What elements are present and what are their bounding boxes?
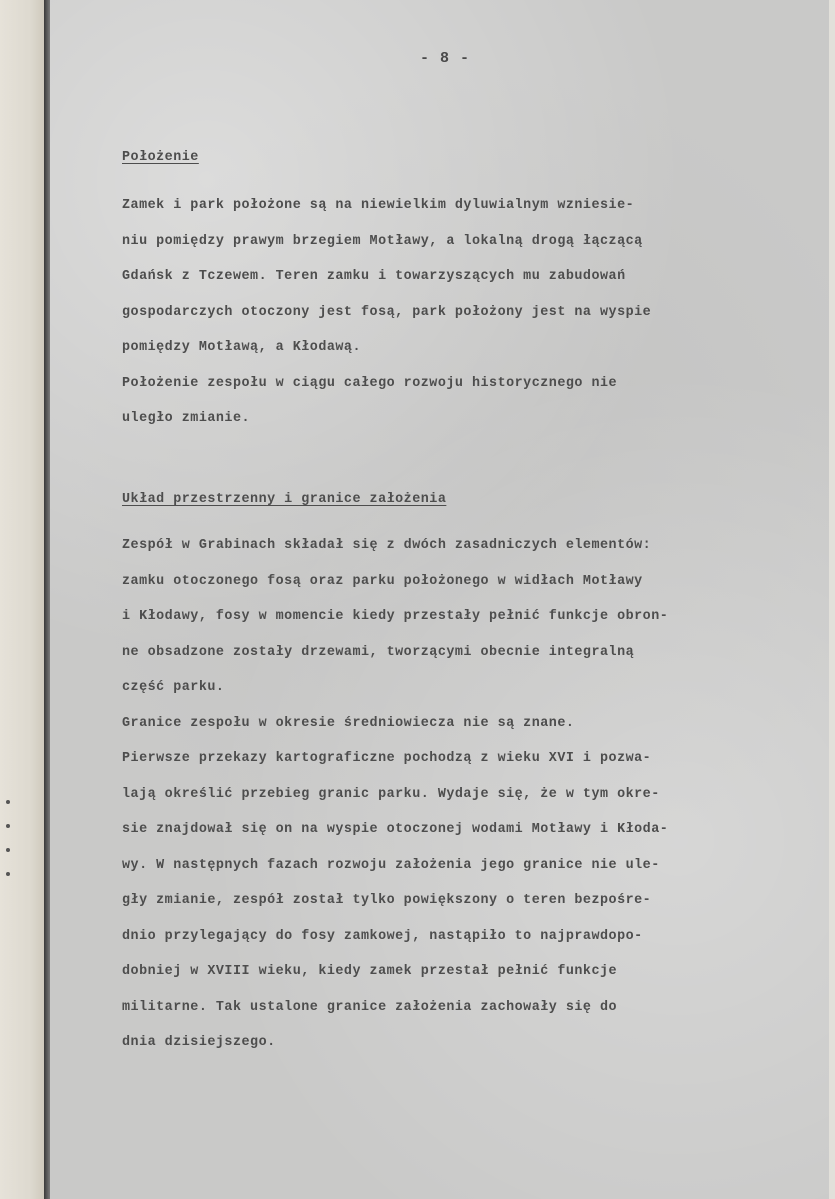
text-line: dnia dzisiejszego. — [122, 1035, 276, 1050]
margin-mark — [6, 824, 10, 828]
text-line: wy. W następnych fazach rozwoju założenia jego granice nie ule- — [122, 857, 660, 873]
margin-marks — [6, 800, 16, 896]
text-line: uległo zmianie. — [122, 411, 251, 426]
page-number: - 8 - — [419, 50, 470, 67]
adjacent-page-edge — [0, 0, 44, 1199]
section-heading: Układ przestrzenny i granice założenia — [122, 492, 447, 507]
margin-mark — [6, 848, 10, 852]
text-line: pomiędzy Motławą, a Kłodawą. — [122, 340, 361, 355]
page-right-edge — [829, 0, 835, 1199]
section-body-polozenie — [122, 188, 802, 437]
section-heading: Położenie — [122, 150, 199, 165]
text-line: sie znajdował się on na wyspie otoczonej wodami Motławy i Kłoda- — [122, 822, 669, 837]
section-heading-polozenie — [122, 148, 802, 168]
text-line: Pierwsze przekazy kartograficzne pochodzą z wieku XVI i pozwa- — [122, 751, 652, 766]
section-heading-uklad — [122, 490, 802, 510]
text-line: Zamek i park położone są na niewielkim dyluwialnym wzniesie- — [122, 198, 635, 213]
text-line: militarne. Tak ustalone granice założenia zachowały się do — [122, 999, 618, 1015]
text-line: gospodarczych otoczony jest fosą, park położony jest na wyspie — [122, 304, 652, 320]
text-line: Gdańsk z Tczewem. Teren zamku i towarzyszących mu zabudowań — [122, 269, 626, 284]
text-line: gły zmianie, zespół został tylko powiększony o teren bezpośre- — [122, 893, 652, 908]
text-line: Zespół w Grabinach składał się z dwóch zasadniczych elementów: — [122, 538, 652, 553]
section-body-uklad — [122, 528, 802, 1061]
text-line: dobniej w XVIII wieku, kiedy zamek przestał pełnić funkcje — [122, 964, 618, 979]
text-line: zamku otoczonego fosą oraz parku położonego w widłach Motławy — [122, 573, 643, 589]
text-line: niu pomiędzy prawym brzegiem Motławy, a lokalną drogą łączącą — [122, 233, 643, 249]
text-line: dnio przylegający do fosy zamkowej, nastąpiło to najprawdopo- — [122, 928, 643, 944]
text-line: Granice zespołu w okresie średniowiecza nie są znane. — [122, 715, 575, 731]
margin-mark — [6, 800, 10, 804]
text-line: część parku. — [122, 680, 225, 695]
text-line: ne obsadzone zostały drzewami, tworzącymi obecnie integralną — [122, 644, 635, 660]
text-line: Położenie zespołu w ciągu całego rozwoju historycznego nie — [122, 375, 618, 391]
margin-mark — [6, 872, 10, 876]
document-page — [50, 0, 835, 1199]
text-line: lają określić przebieg granic parku. Wydaje się, że w tym okre- — [122, 786, 660, 802]
text-line: i Kłodawy, fosy w momencie kiedy przestały pełnić funkcje obron- — [122, 609, 669, 624]
